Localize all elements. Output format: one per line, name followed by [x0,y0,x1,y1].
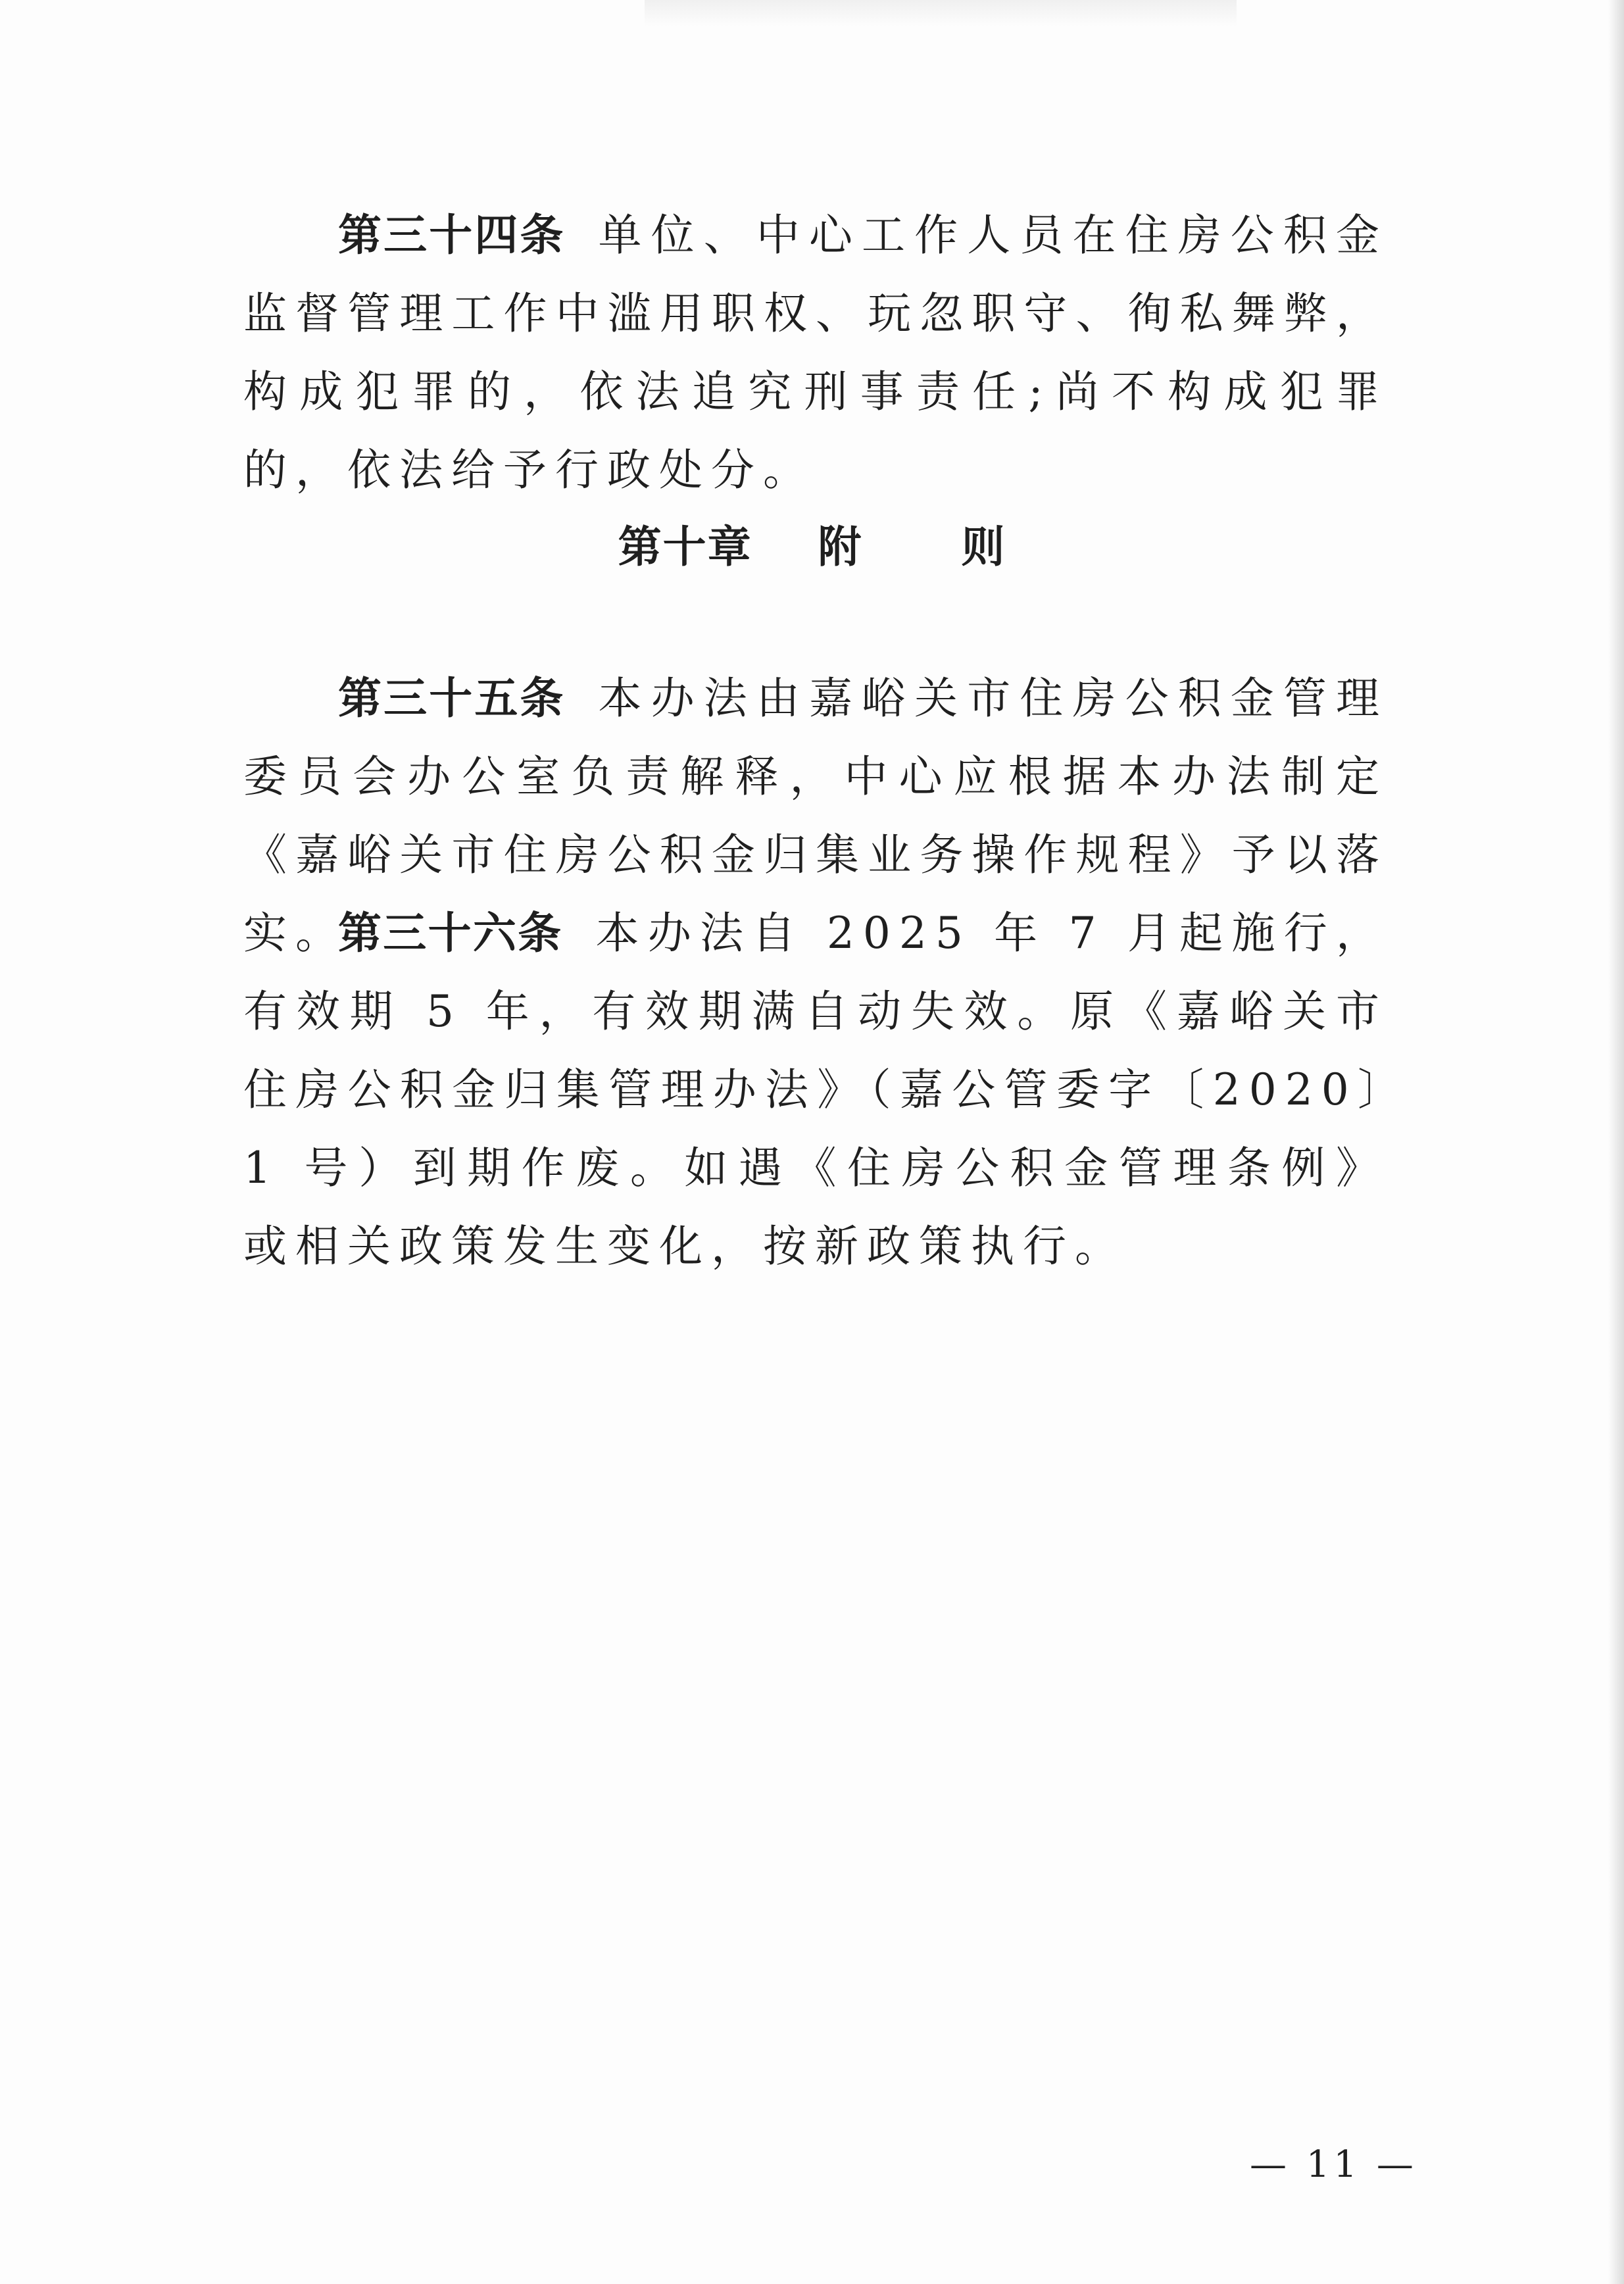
article-number: 第三十四条 [338,210,566,261]
page-number: — 11 — [1250,2143,1417,2186]
article-34 [243,196,1388,509]
article-body: 本办法自 2025 年 7 月起施行，有效期 5 年，有效期满自动失效。原《嘉峪关市住房公积金归集管理办法》（嘉公管委字〔2020〕1 号）到期作废。如遇《住房公积金管理条例》或相关政策发生变化，按新政策执行。 [243,908,1389,1272]
page-edge-shadow [1608,0,1624,2284]
article-36-paragraph [243,894,1388,1285]
scan-smudge [645,0,1237,26]
chapter-heading: 第十章 附 则 [618,522,1006,572]
article-number: 第三十五条 [338,673,566,724]
article-number: 第三十六条 [338,908,563,958]
article-36 [243,894,1388,1285]
article-body: 本办法由嘉峪关市住房公积金管理委员会办公室负责解释，中心应根据本办法制定《嘉峪关市住房公积金归集业务操作规程》予以落实。 [243,673,1389,958]
article-34-paragraph [243,196,1388,509]
article-body: 单位、中心工作人员在住房公积金监督管理工作中滥用职权、玩忽职守、徇私舞弊，构成犯罪的，依法追究刑事责任;尚不构成犯罪的，依法给予行政处分。 [243,210,1389,495]
